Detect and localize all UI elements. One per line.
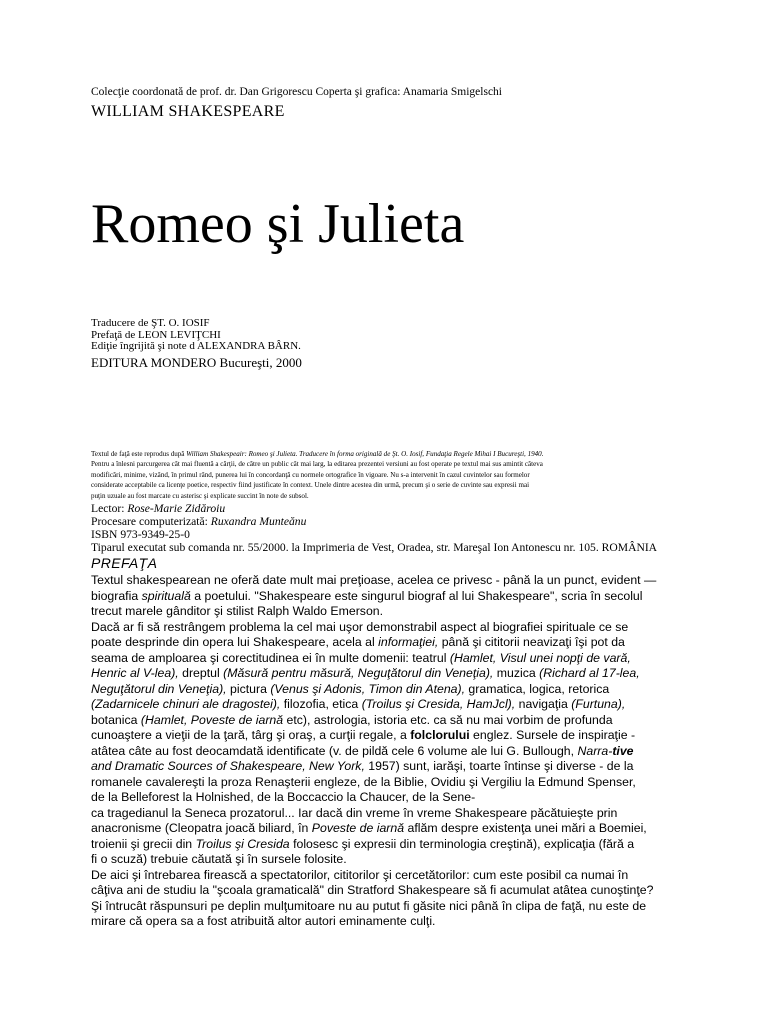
publication-meta: [91, 502, 657, 554]
fine-print-line: Pentru a înlesni parcurgerea cât mai fluentă a cărţii, de către un public cât mai larg, la editarea prezentei versiuni au fost operate pe textul mai sus amintit câteva: [91, 459, 543, 469]
paragraph-line: seama de amploarea şi corectitudinea ei în multe domenii: teatrul (Hamlet, Visul unei nopţi de vară,: [91, 650, 631, 665]
paragraph-line: poate desprinde din opera lui Shakespeare, acela al informaţiei, până şi cititorii neavizaţi îşi pot da: [91, 635, 625, 649]
paragraph-line: Dacă ar fi să restrângem problema la cel mai uşor demonstrabil aspect al biografiei spirituale ce se: [91, 619, 629, 634]
preface-body: [91, 573, 686, 930]
publisher-line: EDITURA MONDERO Bucureşti, 2000: [91, 355, 302, 370]
paragraph-line: De aici şi întrebarea firească a spectatorilor, cititorilor şi cercetătorilor: cum este posibil ca numai în: [91, 867, 629, 882]
paragraph-line: de la Belleforest la Holnished, de la Boccaccio la Chaucer, de la Sene-: [91, 790, 476, 804]
paragraph-line: Henric al V-lea), dreptul (Măsură pentru măsură, Neguţătorul din Veneţia), muzica (Richard al 17-lea,: [91, 666, 640, 680]
lector-line: Lector: Rose-Marie Zidăroiu: [91, 502, 226, 515]
paragraph-line: fi o scuză) trebuie căutată şi în sursele folosite.: [91, 852, 347, 866]
paragraph-line: romanele cavalereşti la proza Renaşterii engleze, de la Biblie, Ovidiu şi Vergiliu la Edmund Spenser,: [91, 774, 636, 789]
paragraph-line: trecut marele gânditor şi stilist Ralph Waldo Emerson.: [91, 604, 384, 618]
processing-line: Procesare computerizată: Ruxandra Munteănu: [91, 515, 307, 528]
edition-line: Ediţie îngrijită şi note d ALEXANDRA BÂRN.: [91, 340, 301, 352]
paragraph-line: atâtea câte au fost deocamdată identificate (v. de pildă cele 6 volume ale lui G. Bullough, Narra-tive: [91, 743, 634, 758]
fine-print-line: modificări, minime, vizând, în primul rând, punerea lui în concordanţă cu normele ortografice în vigoare. Nu s-a intervenit în cazul cuvintelor sau formelor: [91, 469, 530, 479]
paragraph-line: ca tragedianul la Seneca prozatorul... Iar dacă din vreme în vreme Shakespeare păcătuieşte prin: [91, 805, 618, 820]
book-title: Romeo şi Julieta: [91, 193, 465, 255]
paragraph-line: botanica (Hamlet, Poveste de iarnă etc), astrologia, istoria etc. ca să nu mai vorbim de profunda: [91, 712, 613, 727]
fine-print-line: Textul de faţă este reprodus după William Shakespeair: Romeo şi Julieta. Traducere în forma originală de Şt. O. Iosif, Fundaţia Regele Mihai I Bucureşti, 1940.: [91, 449, 544, 458]
translation-credits: [91, 318, 301, 353]
preface-author-line: Prefaţă de LEON LEVIŢCHI: [91, 328, 221, 341]
paragraph-line: biografia spirituală a poetului. "Shakespeare este singurul biograf al lui Shakespeare", scria în secolul: [91, 588, 643, 603]
author-name: WILLIAM SHAKESPEARE: [91, 103, 285, 120]
paragraph-line: Neguţătorul din Veneţia), pictura (Venus şi Adonis, Timon din Atena), gramatica, logica, retorica: [91, 681, 610, 696]
paragraph-line: troienii şi grecii din Troilus şi Cresida folosesc şi expresii din terminologia creştină), explicaţia (fără a: [91, 836, 635, 851]
translator-line: Traducere de ŞT. O. IOSIF: [91, 317, 210, 329]
fine-print-notice: [91, 449, 640, 501]
paragraph-line: mirare că opera sa a fost atribuită altor autori eminamente culţi.: [91, 914, 436, 928]
preface-heading: PREFAŢA: [91, 555, 158, 571]
collection-credits: Colecţie coordonată de prof. dr. Dan Grigorescu Coperta şi grafica: Anamaria Smigelschi: [91, 86, 502, 98]
paragraph-line: and Dramatic Sources of Shakespeare, New York, 1957) sunt, iarăşi, toarte întinse şi diverse - de la: [91, 759, 634, 773]
paragraph-line: (Zadarnicele chinuri ale dragostei), filozofia, etica (Troilus şi Cresida, HamJcl), navigaţia (Furtuna),: [91, 697, 626, 711]
printing-line: Tiparul executat sub comanda nr. 55/2000. la Imprimeria de Vest, Oradea, str. Mareşal Ion Antonescu nr. 105. ROMÂNIA: [91, 541, 658, 554]
fine-print-line: puţin uzuale au fost marcate cu asterisc şi explicate succint în note de subsol.: [91, 490, 309, 500]
fine-print-line: considerate acceptabile ca licenţe poetice, respectiv fiind justificate în context. Unele dintre acestea din urmă, precum şi o serie de cuvinte sau expresii mai: [91, 480, 530, 490]
paragraph-line: câţiva ani de studiu la "şcoala gramaticală" din Stratford Shakespeare să fi acumulat atâtea cunoştinţe?: [91, 883, 654, 897]
paragraph-line: cunoaştere a vieţii de la ţară, târg şi oraş, a curţii regale, a folclorului englez. Sursele de inspiraţie -: [91, 728, 636, 742]
isbn-line: ISBN 973-9349-25-0: [91, 528, 190, 541]
paragraph-line: Şi întrucât răspunsuri pe deplin mulţumitoare nu au putut fi găsite nici până în clipa de faţă, nu este de: [91, 898, 647, 913]
paragraph-line: anacronisme (Cleopatra joacă biliard, în Poveste de iarnă aflăm despre existenţa unei mări a Boemiei,: [91, 821, 647, 835]
paragraph-line: Textul shakespearean ne oferă date mult mai preţioase, acelea ce privesc - până la un punct, evident —: [91, 573, 657, 587]
